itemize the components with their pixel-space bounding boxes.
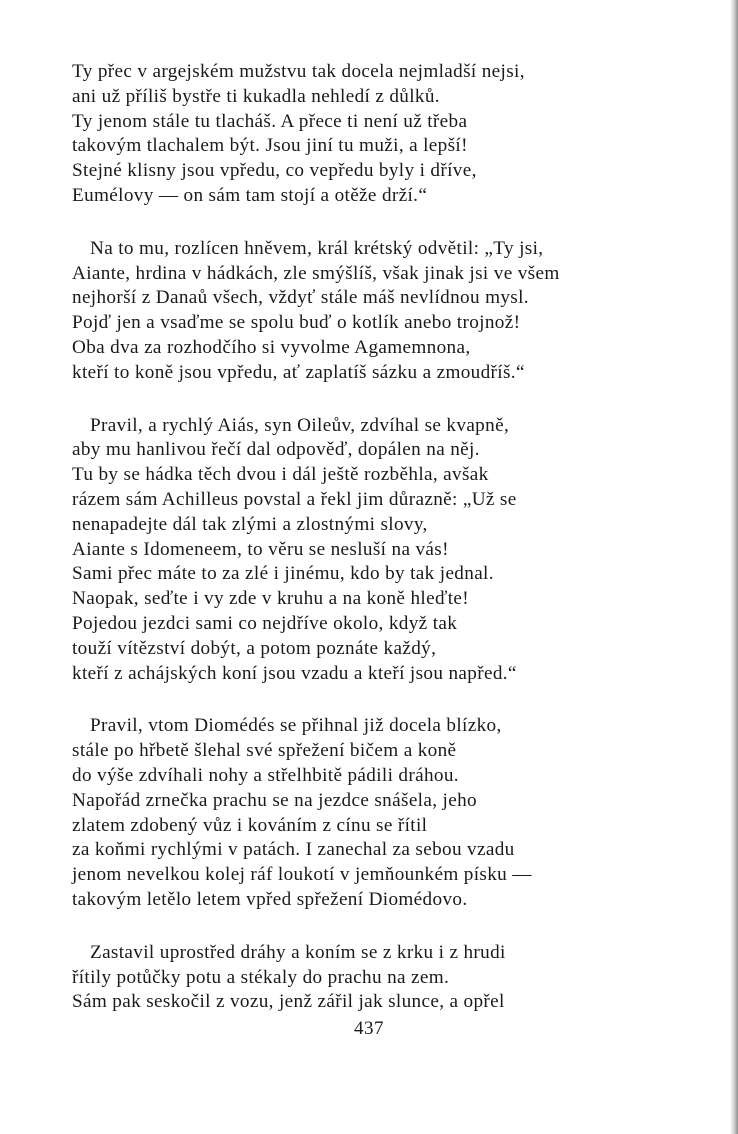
text-line: jenom nevelkou kolej ráf loukotí v jemňounkém písku — xyxy=(72,864,532,886)
text-line: Oba dva za rozhodčího si vyvolme Agamemnona, xyxy=(72,336,471,358)
paragraph-5 xyxy=(72,941,662,1015)
paragraph-4 xyxy=(72,714,662,912)
text-line: Pojedou jezdci sami co nejdříve okolo, když tak xyxy=(72,612,458,634)
text-line: stále po hřbetě šlehal své spřežení bičem a koně xyxy=(72,740,457,762)
text-line: Na to mu, rozlícen hněvem, král krétský odvětil: „Ty jsi, xyxy=(90,237,544,259)
text-line: touží vítězství dobýt, a potom poznáte každý, xyxy=(72,637,437,659)
text-line: Stejné klisny jsou vpředu, co vepředu byly i dříve, xyxy=(72,160,477,182)
page-edge-shadow xyxy=(730,0,738,1134)
text-line: Sám pak seskočil z vozu, jenž zářil jak slunce, a opřel xyxy=(72,991,505,1013)
text-line: řítily potůčky potu a stékaly do prachu na zem. xyxy=(72,966,450,988)
text-line: za koňmi rychlými v patách. I zanechal za sebou vzadu xyxy=(72,839,515,861)
text-line: zlatem zdobený vůz i kováním z cínu se řítil xyxy=(72,814,428,836)
book-text xyxy=(72,60,662,1043)
text-line: Pravil, a rychlý Aiás, syn Oileův, zdvíhal se kvapně, xyxy=(90,414,510,436)
text-line: rázem sám Achilleus povstal a řekl jim důrazně: „Už se xyxy=(72,488,517,510)
text-line: takovým letělo letem vpřed spřežení Diomédovo. xyxy=(72,888,468,910)
text-line: nejhorší z Danaů všech, vždyť stále máš nevlídnou mysl. xyxy=(72,287,529,309)
text-line: do výše zdvíhali nohy a střelhbitě pádili dráhou. xyxy=(72,764,459,786)
text-line: aby mu hanlivou řečí dal odpověď, dopálen na něj. xyxy=(72,439,480,461)
text-line: Aiante s Idomeneem, to věru se nesluší na vás! xyxy=(72,538,449,560)
text-line: takovým tlachalem být. Jsou jiní tu muži, a lepší! xyxy=(72,135,468,157)
text-line: Napořád zrnečka prachu se na jezdce snášela, jeho xyxy=(72,789,477,811)
paragraph-2 xyxy=(72,237,662,386)
paragraph-1 xyxy=(72,60,662,209)
paragraph-3 xyxy=(72,414,662,687)
text-line: Pojď jen a vsaďme se spolu buď o kotlík anebo trojnož! xyxy=(72,312,521,334)
text-line: ani už příliš bystře ti kukadla nehledí z důlků. xyxy=(72,85,440,107)
text-line: Pravil, vtom Diomédés se přihnal již docela blízko, xyxy=(90,715,502,737)
text-line: Sami přec máte to za zlé i jinému, kdo by tak jednal. xyxy=(72,563,494,585)
text-line: Zastavil uprostřed dráhy a koním se z krku i z hrudi xyxy=(90,941,506,963)
text-line: Ty přec v argejském mužstvu tak docela nejmladší nejsi, xyxy=(72,61,525,82)
text-line: Eumélovy — on sám tam stojí a otěže drží.“ xyxy=(72,184,428,206)
text-line: Tu by se hádka těch dvou i dál ještě rozběhla, avšak xyxy=(72,464,489,486)
text-line: kteří z achájských koní jsou vzadu a kteří jsou napřed.“ xyxy=(72,662,517,684)
text-line: Ty jenom stále tu tlacháš. A přece ti není už třeba xyxy=(72,110,468,132)
page-number: 437 xyxy=(354,1018,384,1039)
text-line: Aiante, hrdina v hádkách, zle smýšlíš, však jinak jsi ve všem xyxy=(72,262,560,284)
text-line: nenapadejte dál tak zlými a zlostnými slovy, xyxy=(72,513,428,535)
text-line: kteří to koně jsou vpředu, ať zaplatíš sázku a zmoudříš.“ xyxy=(72,361,525,383)
text-line: Naopak, seďte i vy zde v kruhu a na koně hleďte! xyxy=(72,588,469,610)
